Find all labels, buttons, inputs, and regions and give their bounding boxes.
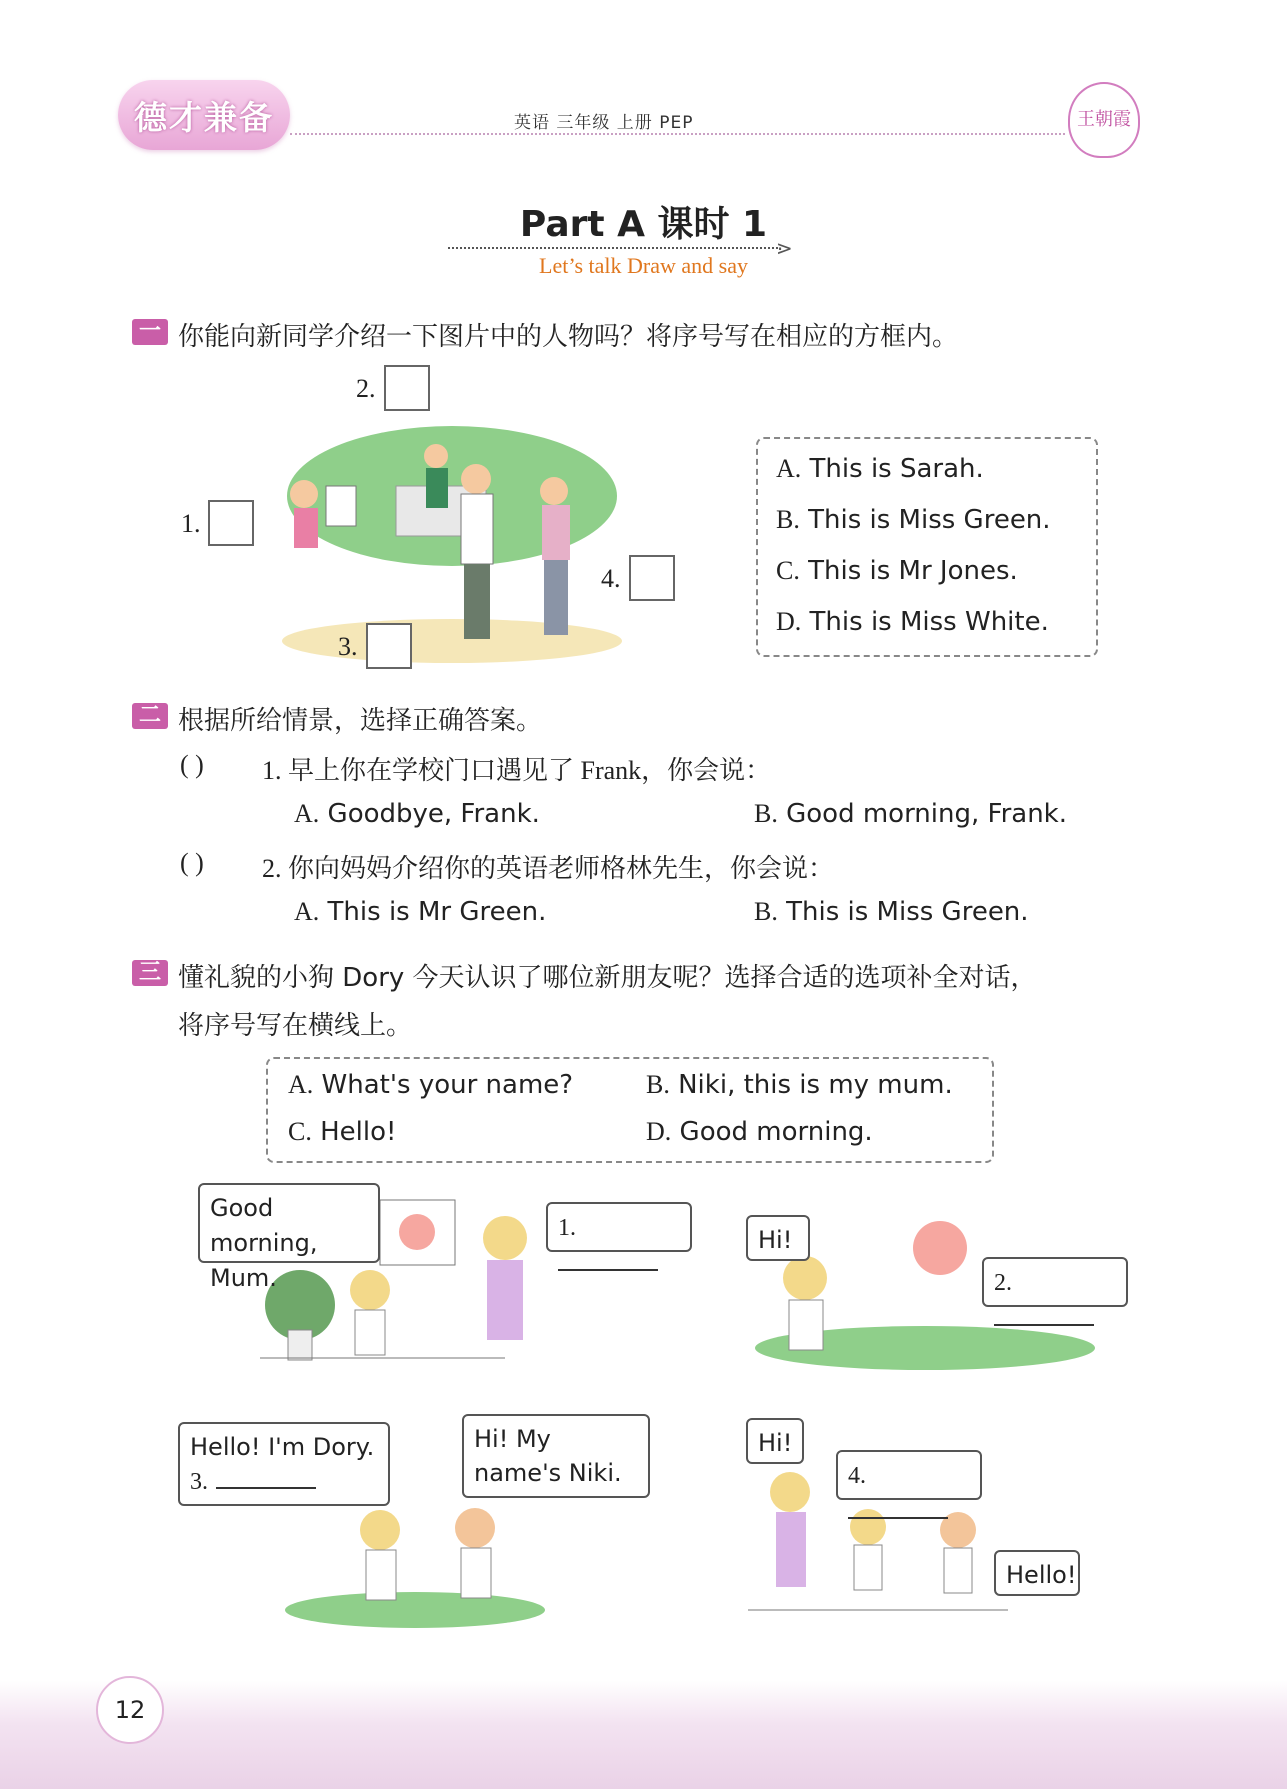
header-divider <box>290 133 1065 135</box>
figure-label-1: 1. <box>181 509 201 538</box>
bubble-blank-1: 1. <box>546 1202 692 1252</box>
bubble-hello-panel-4: Hello! <box>994 1550 1080 1596</box>
bubble-hi-panel-2: Hi! <box>746 1215 810 1261</box>
section-badge-2: 二 <box>132 703 168 729</box>
answer-box-2[interactable] <box>384 365 430 411</box>
figure-label-4: 4. <box>601 564 621 593</box>
page-title: Part A 课时 1 <box>519 204 768 245</box>
section-instruction-2: 根据所给情景，选择正确答案。 <box>178 706 543 736</box>
question-2-stem: 2. 你向妈妈介绍你的英语老师格林先生，你会说： <box>262 854 835 883</box>
blank-line-3[interactable] <box>216 1467 316 1489</box>
seal-text: 王朝霞 <box>1077 109 1131 130</box>
figure-label-2: 2. <box>356 374 376 403</box>
bubble-blank-4: 4. <box>836 1450 982 1500</box>
bubble-hello-dory: Hello! I'm Dory. 3. <box>178 1422 390 1506</box>
question-2-option-a: A. This is Mr Green. <box>294 897 547 927</box>
bubble-good-morning-mum: Good morning, Mum. <box>198 1183 380 1263</box>
blank-line-2[interactable] <box>994 1304 1094 1326</box>
question-1-paren[interactable]: ( ) <box>180 750 204 779</box>
answer-box-1[interactable] <box>208 500 254 546</box>
bubble-hi-panel-4: Hi! <box>746 1418 804 1464</box>
question-1-option-b: B. Good morning, Frank. <box>754 799 1068 829</box>
title-divider <box>448 247 778 249</box>
park-illustration <box>276 416 628 666</box>
option-c: C. This is Mr Jones. <box>776 556 1018 586</box>
dialogue-option-a: A. What's your name? <box>288 1070 574 1100</box>
option-d: D. This is Miss White. <box>776 607 1049 637</box>
page-number: 12 <box>96 1676 164 1744</box>
question-2-paren[interactable]: ( ) <box>180 848 204 877</box>
dialogue-option-c: C. Hello! <box>288 1117 397 1147</box>
header-meta: 英语 三年级 上册 PEP <box>514 113 694 133</box>
seal-logo <box>1068 82 1140 158</box>
page-subtitle: Let’s talk Draw and say <box>539 253 748 278</box>
section-instruction-1: 你能向新同学介绍一下图片中的人物吗？将序号写在相应的方框内。 <box>178 322 959 352</box>
section-badge-1: 一 <box>132 319 168 345</box>
blank-line-1[interactable] <box>558 1249 658 1271</box>
bubble-niki-intro: Hi! My name's Niki. <box>462 1414 650 1498</box>
question-2-option-b: B. This is Miss Green. <box>754 897 1029 927</box>
figure-label-3: 3. <box>338 632 358 661</box>
question-1-stem: 1. 早上你在学校门口遇见了 Frank，你会说： <box>262 756 772 785</box>
question-1-option-a: A. Goodbye, Frank. <box>294 799 540 829</box>
section-badge-3: 三 <box>132 960 168 986</box>
answer-box-4[interactable] <box>629 555 675 601</box>
blank-line-4[interactable] <box>848 1497 948 1519</box>
answer-box-3[interactable] <box>366 623 412 669</box>
publisher-logo <box>118 80 290 150</box>
bubble-blank-2: 2. <box>982 1257 1128 1307</box>
section-instruction-3-line1: 懂礼貌的小狗 Dory 今天认识了哪位新朋友呢？选择合适的选项补全对话， <box>178 963 1037 993</box>
dialogue-option-d: D. Good morning. <box>646 1117 873 1147</box>
logo-text: 德才兼备 <box>134 98 274 137</box>
option-b: B. This is Miss Green. <box>776 505 1051 535</box>
footer-decoration <box>0 1680 1287 1789</box>
option-a: A. This is Sarah. <box>776 454 984 484</box>
panel-3-illustration <box>280 1500 550 1630</box>
section-instruction-3-line2: 将序号写在横线上。 <box>178 1011 413 1041</box>
fish-icon: ⋗ <box>776 236 793 260</box>
dialogue-option-b: B. Niki, this is my mum. <box>646 1070 953 1100</box>
